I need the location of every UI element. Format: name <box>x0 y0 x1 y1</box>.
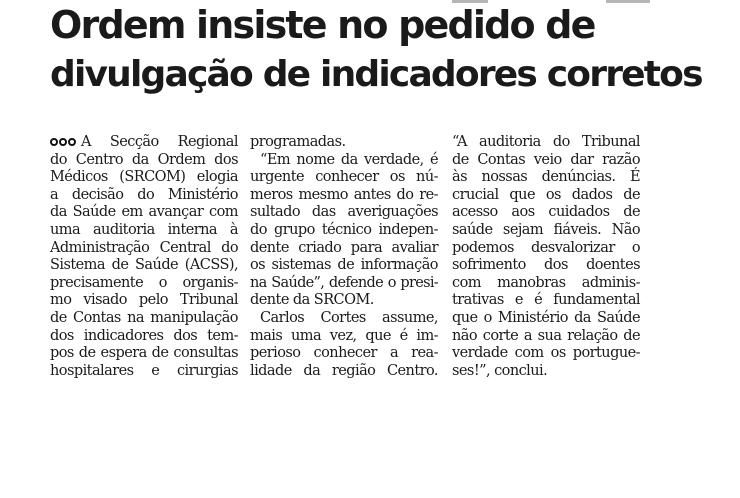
paragraph-line: Carlos Cortes assume, <box>260 309 438 326</box>
paragraph-line: com manobras adminis- <box>452 274 640 291</box>
paragraph-line: Sistema de Saúde (ACSS), <box>50 257 238 274</box>
article-headline <box>50 0 710 100</box>
paragraph-line: programadas. <box>250 134 346 150</box>
paragraph-line: mo visado pelo Tribunal <box>50 292 238 309</box>
paragraph-line: que o Ministério da Saúde <box>452 309 640 326</box>
paragraph-line: os sistemas de informação <box>250 257 438 274</box>
paragraph-line: trativas e é fundamental <box>452 292 640 309</box>
paragraph-line: crucial que os dados de <box>452 186 640 203</box>
paragraph-line: pos de espera de consultas <box>50 345 238 362</box>
paragraph-line: dos indicadores dos tem- <box>50 327 238 344</box>
paragraph-line: na Saúde”, defende o presi- <box>250 274 438 291</box>
paragraph-line: precisamente o organis- <box>50 274 238 291</box>
paragraph-line: meros mesmo antes do re- <box>250 186 438 203</box>
paragraph-line: do Centro da Ordem dos <box>50 151 238 168</box>
paragraph-line: sofrimento dos doentes <box>452 257 640 274</box>
paragraph-line: “A auditoria do Tribunal <box>452 134 640 150</box>
paragraph-line: às nossas denúncias. É <box>452 169 640 186</box>
paragraph-line <box>50 134 238 152</box>
paragraph-line: de Contas na manipulação <box>50 309 238 326</box>
line-text: A Secção Regional <box>81 134 238 150</box>
paragraph-line: uma auditoria interna à <box>50 221 238 238</box>
headline-line-2: divulgação de indicadores corretos <box>50 54 702 95</box>
paragraph-line: do grupo técnico indepen- <box>250 221 438 238</box>
paragraph-line: podemos desvalorizar o <box>452 239 640 256</box>
paragraph-line: acesso aos cuidados de <box>452 204 640 221</box>
headline-line-1: Ordem insiste no pedido de <box>50 3 595 47</box>
paragraph-line: sultado das averiguações <box>250 204 438 221</box>
paragraph-line: Administração Central do <box>50 239 238 256</box>
paragraph-line: urgente conhecer os nú- <box>250 169 438 186</box>
paragraph-line: ses!”, conclui. <box>452 362 548 379</box>
three-circles-icon <box>50 134 77 152</box>
paragraph-line: saúde sejam fiáveis. Não <box>452 221 640 238</box>
article-column-2 <box>250 134 438 380</box>
paragraph-line: “Em nome da verdade, é <box>260 151 438 168</box>
paragraph-line: a decisão do Ministério <box>50 186 238 203</box>
paragraph-line: dente da SRCOM. <box>250 292 374 309</box>
paragraph-line: Médicos (SRCOM) elogia <box>50 169 238 186</box>
paragraph-line: lidade da região Centro. <box>250 362 438 379</box>
paragraph-line: mais uma vez, que é im- <box>250 327 438 344</box>
paragraph-line: não corte a sua relação de <box>452 327 640 344</box>
paragraph-line: dente criado para avaliar <box>250 239 438 256</box>
article-column-1 <box>50 134 238 380</box>
paragraph-line: da Saúde em avançar com <box>50 204 238 221</box>
paragraph-line: verdade com os portugue- <box>452 345 640 362</box>
paragraph-line: de Contas veio dar razão <box>452 151 640 168</box>
paragraph-line: perioso conhecer a rea- <box>250 345 438 362</box>
paragraph-line: hospitalares e cirurgias <box>50 362 238 379</box>
article-column-3 <box>452 134 640 380</box>
